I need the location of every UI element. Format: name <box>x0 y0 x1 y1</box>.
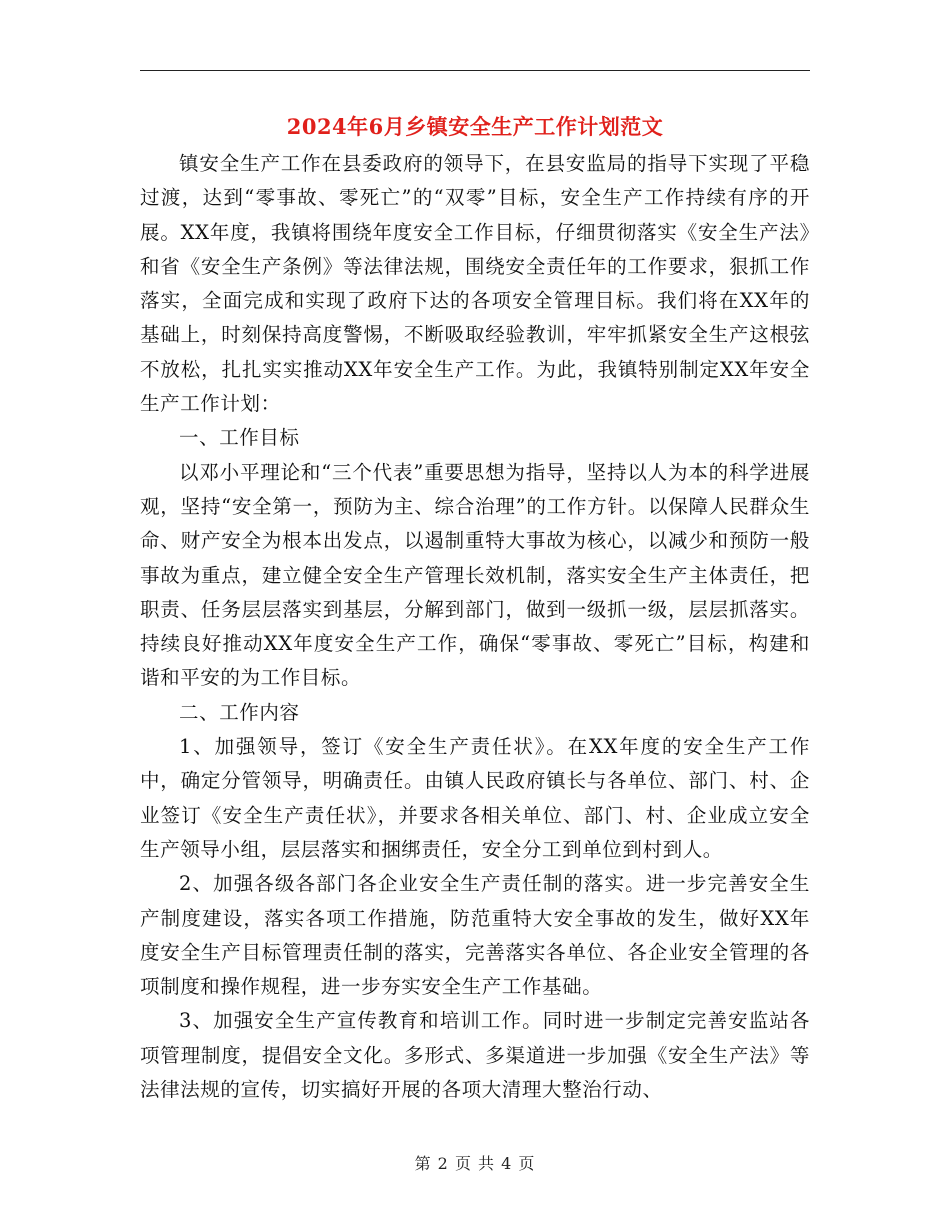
content-item-1: 1、加强领导，签订《安全生产责任状》。在XX年度的安全生产工作中，确定分管领导，明确责任。由镇人民政府镇长与各单位、部门、村、企业签订《安全生产责任状》，并要求各相关单位、部门、村、企业成立安全生产领导小组，层层落实和捆绑责任，安全分工到单位到村到人。 <box>140 735 810 861</box>
document-body <box>140 147 810 1107</box>
section-heading-goals: 一、工作目标 <box>179 426 300 450</box>
intro-paragraph: 镇安全生产工作在县委政府的领导下，在县安监局的指导下实现了平稳过渡，达到“零事故、零死亡”的“双零”目标，安全生产工作持续有序的开展。XX年度，我镇将围绕年度安全工作目标，仔细贯彻落实《安全生产法》和省《安全生产条例》等法律法规，围绕安全责任年的工作要求，狠抓工作落实，全面完成和实现了政府下达的各项安全管理目标。我们将在XX年的基础上，时刻保持高度警惕，不断吸取经验教训，牢牢抓紧安全生产这根弦不放松，扎扎实实推动XX年安全生产工作。为此，我镇特别制定XX年安全生产工作计划： <box>140 152 810 416</box>
goals-paragraph: 以邓小平理论和“三个代表”重要思想为指导，坚持以人为本的科学进展观，坚持“安全第一，预防为主、综合治理”的工作方针。以保障人民群众生命、财产安全为根本出发点，以遏制重特大事故为核心，以减少和预防一般事故为重点，建立健全安全生产管理长效机制，落实安全生产主体责任，把职责、任务层层落实到基层，分解到部门，做到一级抓一级，层层抓落实。持续良好推动XX年度安全生产工作，确保“零事故、零死亡”目标，构建和谐和平安的为工作目标。 <box>140 460 810 690</box>
content-item-2: 2、加强各级各部门各企业安全生产责任制的落实。进一步完善安全生产制度建设，落实各项工作措施，防范重特大安全事故的发生，做好XX年度安全生产目标管理责任制的落实，完善落实各单位、各企业安全管理的各项制度和操作规程，进一步夯实安全生产工作基础。 <box>140 872 810 999</box>
header-rule <box>140 70 810 71</box>
page-number-footer: 第 2 页 共 4 页 <box>414 1154 536 1173</box>
section-heading-content: 二、工作内容 <box>179 700 300 724</box>
document-title: 2024年6月乡镇安全生产工作计划范文 <box>286 114 664 139</box>
content-item-3: 3、加强安全生产宣传教育和培训工作。同时进一步制定完善安监站各项管理制度，提倡安全文化。多形式、多渠道进一步加强《安全生产法》等法律法规的宣传，切实搞好开展的各项大清理大整治行动、 <box>140 1009 810 1102</box>
